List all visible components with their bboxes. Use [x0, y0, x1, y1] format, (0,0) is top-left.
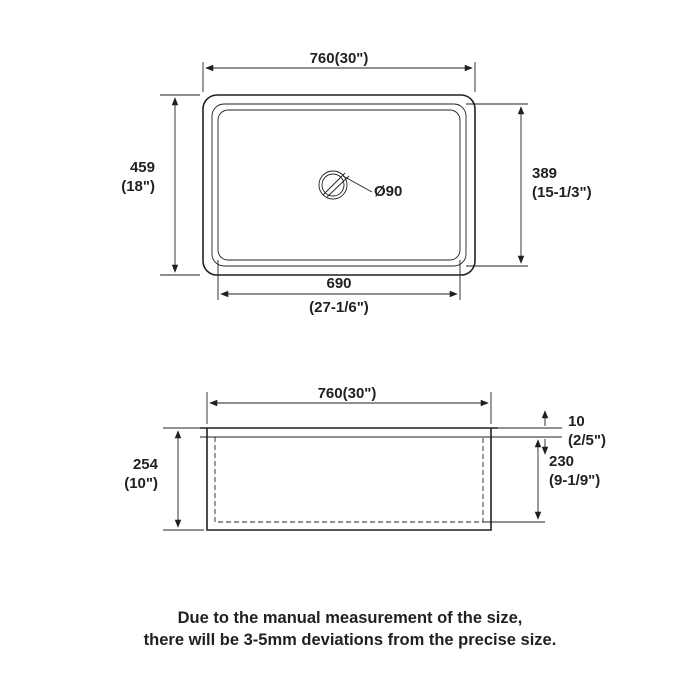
label-rim-thickness-mm: 10 [568, 413, 585, 430]
front-view-group [124, 385, 606, 530]
label-front-inner-height-mm: 230 [549, 453, 575, 470]
label-inner-depth-in: (15-1/3") [532, 184, 592, 201]
label-top-overall-width: 760(30") [309, 50, 369, 67]
label-front-height-in: (10") [124, 475, 158, 492]
label-overall-depth-in: (18") [121, 178, 155, 195]
drain-diameter-label: Ø90 [374, 183, 403, 200]
label-front-height-mm: 254 [132, 456, 158, 473]
note-line-2: there will be 3-5mm deviations from the precise size. [143, 631, 557, 649]
label-rim-thickness-in: (2/5") [568, 432, 606, 449]
label-front-overall-width: 760(30") [317, 385, 377, 402]
note-line-1: Due to the manual measurement of the size, [177, 609, 523, 627]
front-body-outline [207, 428, 491, 530]
label-inner-depth-mm: 389 [532, 165, 558, 182]
front-inner-basin-dashed [215, 437, 483, 522]
label-inner-width-in: (27-1/6") [309, 299, 369, 316]
top-view-group [121, 50, 591, 316]
drain-slash-2 [327, 176, 349, 197]
label-front-inner-height-in: (9-1/9") [549, 472, 601, 489]
measurement-note [144, 609, 557, 649]
label-inner-width-mm: 690 [326, 275, 352, 292]
label-overall-depth-mm: 459 [129, 159, 155, 176]
